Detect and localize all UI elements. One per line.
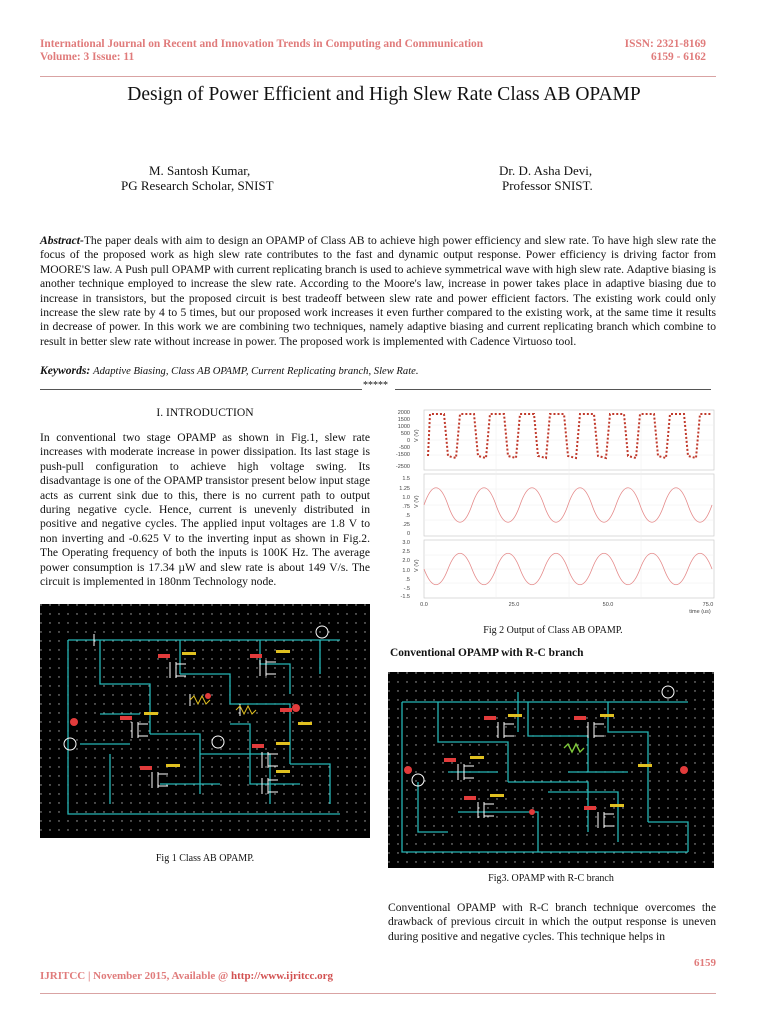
fig2-waveform-chart xyxy=(390,402,716,620)
fig2-plot xyxy=(390,402,716,620)
separator-stars: ***** xyxy=(363,380,388,391)
author-1-affiliation: PG Research Scholar, SNIST xyxy=(121,178,274,193)
y-label-2: V (V) xyxy=(414,495,420,508)
opamp-rc-branch-circuit-diagram xyxy=(388,672,714,868)
p1-tick-5: -500 xyxy=(398,445,410,451)
header-rule xyxy=(40,76,716,77)
y-label-3: V (V) xyxy=(414,559,420,572)
separator-line-left xyxy=(40,389,362,390)
x-tick-0: 0.0 xyxy=(420,602,428,608)
p3-tick-6: -1.5 xyxy=(400,594,410,600)
x-tick-2: 50.0 xyxy=(602,602,614,608)
p1-tick-4: 0 xyxy=(406,438,410,444)
author-1-name: M. Santosh Kumar, xyxy=(149,163,251,178)
fig3-schematic xyxy=(388,672,714,868)
keywords-text: Adaptive Biasing, Class AB OPAMP, Current Replicating branch, Slew Rate. xyxy=(93,366,419,377)
p2-tick-1: 1.25 xyxy=(399,486,410,492)
p1-tick-0: 2000 xyxy=(397,410,410,416)
class-ab-opamp-circuit-diagram xyxy=(40,604,370,838)
p1-tick-1: 1500 xyxy=(397,417,410,423)
subsection-heading: Conventional OPAMP with R-C branch xyxy=(390,647,584,659)
journal-website-link[interactable]: http://www.ijritcc.org xyxy=(231,970,334,982)
x-tick-1: 25.0 xyxy=(508,602,520,608)
p3-tick-4: .5 xyxy=(405,577,410,583)
p1-tick-6: -1500 xyxy=(395,452,410,458)
p3-tick-3: 1.0 xyxy=(402,568,410,574)
p2-tick-6: 0 xyxy=(406,531,410,537)
output-square-waveform xyxy=(428,414,712,458)
x-tick-3: 75.0 xyxy=(702,602,714,608)
p1-tick-3: 500 xyxy=(400,431,410,437)
rc-branch-paragraph: Conventional OPAMP with R-C branch technique overcomes the drawback of previous circuit in which the output response is uneven during positive and negative cycles. This technique helps in xyxy=(388,901,716,943)
volume-issue: Volume: 3 Issue: 11 xyxy=(40,51,135,63)
fig3-caption: Fig3. OPAMP with R-C branch xyxy=(488,873,614,884)
p1-tick-2: 1000 xyxy=(397,424,410,430)
y-label-1: V (V) xyxy=(414,429,420,442)
p3-tick-5: -.5 xyxy=(403,586,410,592)
p2-tick-0: 1.5 xyxy=(402,476,410,482)
keywords-label: Keywords: xyxy=(40,364,91,377)
author-2-affiliation: Professor SNIST. xyxy=(502,178,593,193)
p3-tick-2: 2.0 xyxy=(402,558,410,564)
p3-tick-0: 3.0 xyxy=(402,540,410,546)
abstract xyxy=(40,234,716,349)
p2-tick-3: .75 xyxy=(402,504,410,510)
keywords xyxy=(40,364,419,377)
footer-rule xyxy=(40,993,716,994)
page-range: 6159 - 6162 xyxy=(650,51,706,63)
p1-tick-7: -2500 xyxy=(395,464,410,470)
abstract-text: The paper deals with aim to design an OPAMP of Class AB to achieve high power efficiency and slew rate. To have high slew rate the focus of the proposed work as high slew rate contributes to the fast and dynamic output response. Power efficiency is driving factor from MOORE'S law. A Push pull OPAMP with current replicating branch is used to achieve symmetrical wave with high slew rate. Adaptive biasing is another technique employed to increase the slew rate. According to the Moore's law, increase in power takes place in adaptive biasing due to increase in transistors, but the proposed circuit is best tradeoff between slew rate and power efficient factors. The existing work could only increase the slew rate by 4 to 5 times, but our proposed work increases it even further compared to the existing work, at the same time it results in decrease of power. In this work we are combining two techniques, namely adaptive biasing and current replicating branch which combine to result in better slew rate without increase in power. The proposed work is implemented with Cadence Virtuoso tool. xyxy=(40,234,716,348)
x-axis-label: time (us) xyxy=(689,609,711,615)
p2-tick-4: .5 xyxy=(405,513,410,519)
fig2-caption: Fig 2 Output of Class AB OPAMP. xyxy=(483,625,623,636)
paper-title: Design of Power Efficient and High Slew Rate Class AB OPAMP xyxy=(127,84,641,105)
p2-tick-5: .25 xyxy=(402,522,410,528)
p2-tick-2: 1.0 xyxy=(402,495,410,501)
p3-tick-1: 2.5 xyxy=(402,549,410,555)
fig1-schematic xyxy=(40,604,370,838)
author-2-name: Dr. D. Asha Devi, xyxy=(499,163,593,178)
section-heading: I. INTRODUCTION xyxy=(156,406,254,419)
journal-title: International Journal on Recent and Innovation Trends in Computing and Communication xyxy=(40,38,484,50)
intro-paragraph: In conventional two stage OPAMP as shown in Fig.1, slew rate increases with moderate increase in power dissipation. Its last stage is push-pull configuration to achieve high voltage swing. Its disadvantage is one of the OPAMP transistor present below input stage acts as current sink due to this, there is no current path to output during negative cycle. Hence, current is unevenly distributed in positive and negative cycles. The applied input voltages are 1.8 V to non inverting and -0.625 V to the inverting input as shown in Fig.2. The Operating frequency of both the inputs is 100K Hz. The average power consumption is 17.34 µW and slew rate is about 149 V/s. The circuit is implemented in 180nm Technology node. xyxy=(40,431,370,589)
footer-label: IJRITCC | November 2015, Available @ xyxy=(40,970,231,982)
footer-text xyxy=(40,970,333,982)
issn: ISSN: 2321-8169 xyxy=(624,38,706,50)
separator-line-right xyxy=(395,389,711,390)
abstract-label: Abstract- xyxy=(40,234,84,247)
fig1-caption: Fig 1 Class AB OPAMP. xyxy=(155,853,255,864)
page-number: 6159 xyxy=(694,957,716,969)
